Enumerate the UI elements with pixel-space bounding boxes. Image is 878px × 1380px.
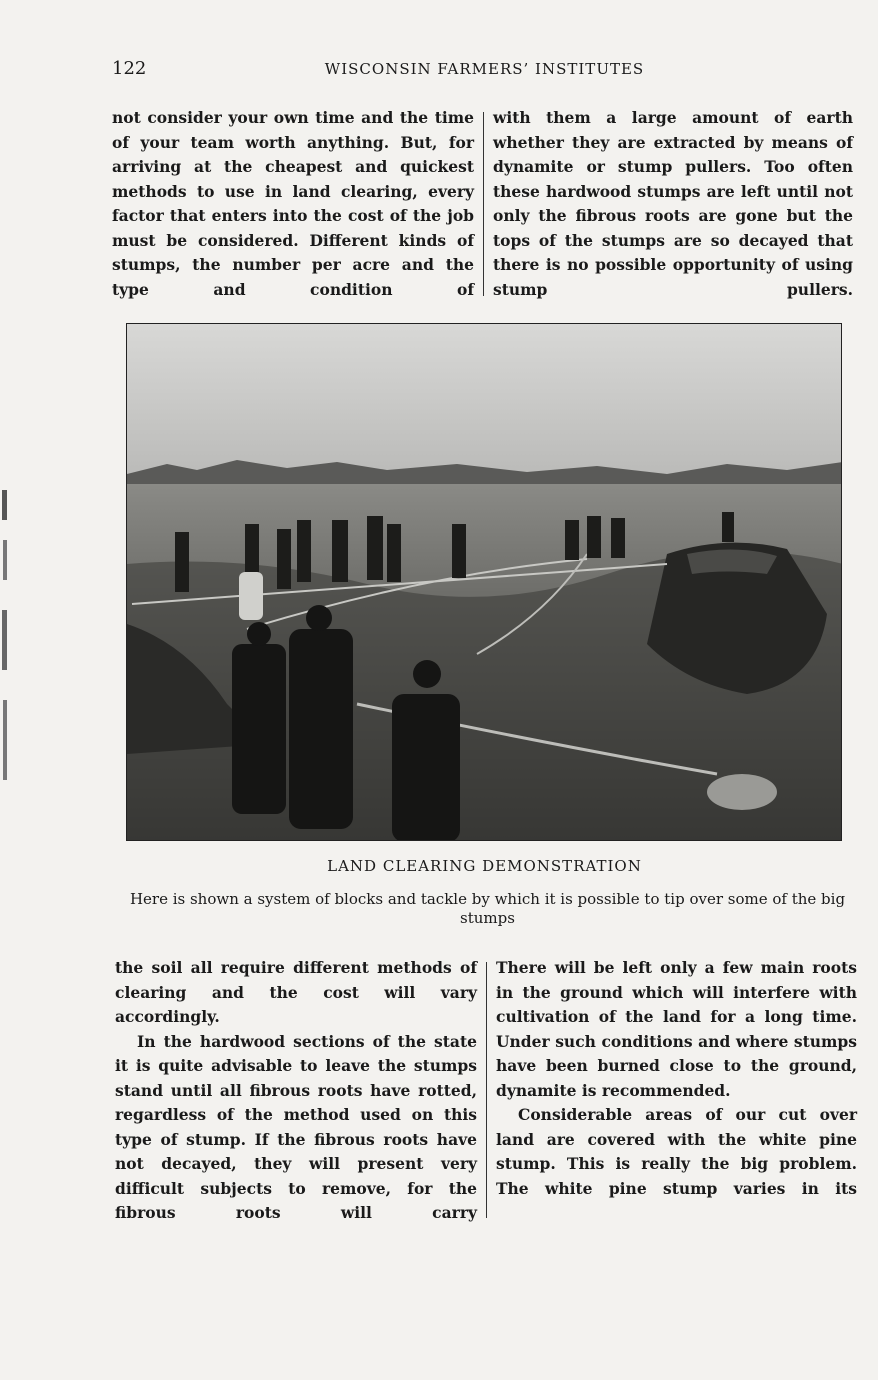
page-number: 122 [112, 58, 147, 79]
paragraph: Considerable areas of our cut over land are covered with the white pine stump. This is really the big problem. The white pine stump varies in its [496, 1105, 857, 1198]
figure-caption: Here is shown a system of blocks and tackle by which it is possible to tip over some of the big stumps [129, 890, 846, 927]
page-header [112, 58, 857, 82]
top-right-column [493, 106, 853, 302]
running-title: WISCONSIN FARMERS’ INSTITUTES [324, 60, 645, 78]
bottom-left-column [115, 956, 477, 1226]
column-divider [486, 962, 487, 1218]
top-left-column [112, 106, 474, 302]
column-divider [483, 112, 484, 296]
paragraph: the soil all require different methods of clearing and the cost will vary accordingly. [115, 958, 477, 1026]
paragraph: In the hardwood sections of the state it is quite advisable to leave the stumps stand until all fibrous roots have rotted, regardless of the method used on this type of stump. If the fibrous roots have not decayed, they will present very difficult subjects to remove, for the fibrous roots will carry [115, 1031, 477, 1222]
land-clearing-photo [126, 323, 842, 841]
paragraph: not consider your own time and the time of your team worth anything. But, for arriving at the cheapest and quickest methods to use in land clearing, every factor that enters into the cost of the job must be considered. Different kinds of stumps, the number per acre and the type and condition of [112, 108, 474, 299]
figure-title: LAND CLEARING DEMONSTRATION [327, 857, 642, 875]
bottom-right-column [496, 956, 857, 1201]
binding-edge-mark [0, 490, 12, 790]
paragraph: There will be left only a few main roots in the ground which will interfere with cultivation of the land for a long time. Under such conditions and where stumps have been burned close to the ground, dynamite is recommended. [496, 958, 857, 1100]
paragraph: with them a large amount of earth whether they are extracted by means of dynamite or stump pullers. Too often these hardwood stumps are left until not only the fibrous roots are gone but the tops of the stumps are so decayed that there is no possible opportunity of using stump pullers. [493, 108, 853, 299]
